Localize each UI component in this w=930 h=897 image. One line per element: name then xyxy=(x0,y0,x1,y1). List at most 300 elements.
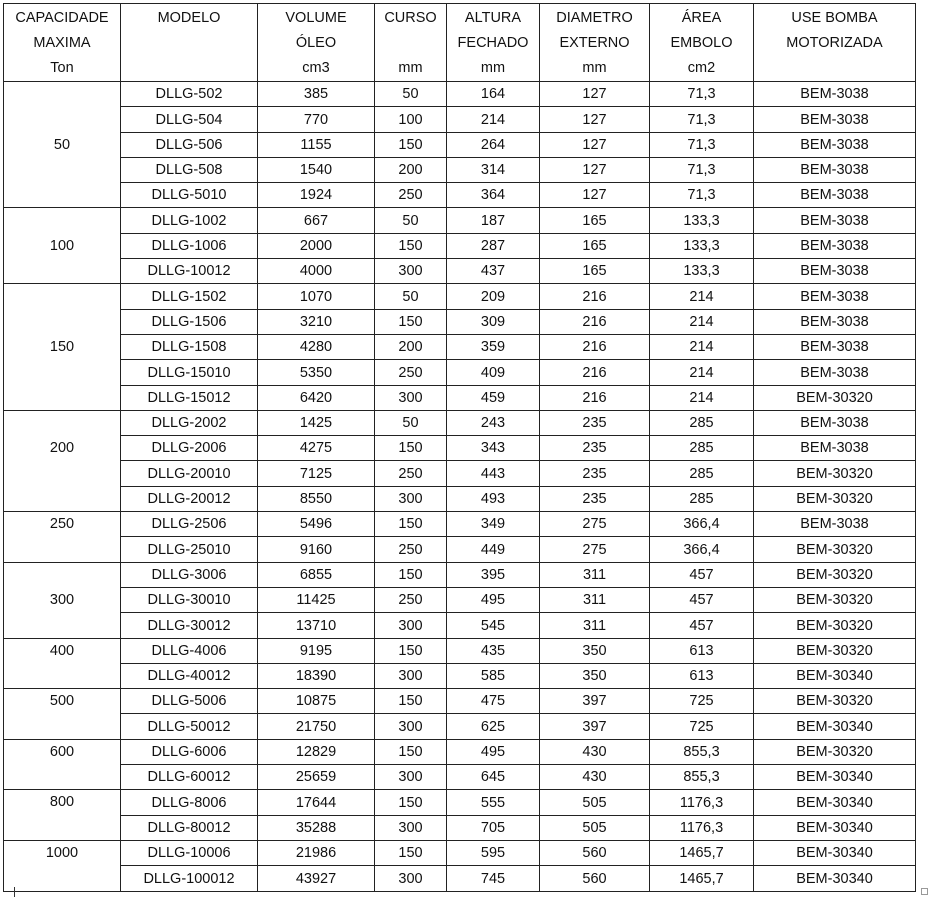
table-row xyxy=(4,537,916,562)
motor-pump-cell: BEM-3038 xyxy=(754,309,916,334)
piston-area-cell: 725 xyxy=(650,714,754,739)
table-row xyxy=(4,183,916,208)
motor-pump-cell: BEM-3038 xyxy=(754,107,916,132)
model-cell: DLLG-10006 xyxy=(121,840,258,865)
motor-pump-cell: BEM-3038 xyxy=(754,436,916,461)
motor-pump-cell: BEM-3038 xyxy=(754,360,916,385)
motor-pump-cell: BEM-30340 xyxy=(754,840,916,865)
stroke-cell: 250 xyxy=(375,461,447,486)
external-diameter-cell: 505 xyxy=(540,815,650,840)
motor-pump-cell: BEM-3038 xyxy=(754,183,916,208)
external-diameter-cell: 127 xyxy=(540,157,650,182)
stroke-cell: 300 xyxy=(375,486,447,511)
table-resize-handle[interactable] xyxy=(921,888,928,895)
piston-area-cell: 366,4 xyxy=(650,537,754,562)
piston-area-cell: 457 xyxy=(650,587,754,612)
piston-area-cell: 613 xyxy=(650,638,754,663)
piston-area-cell: 214 xyxy=(650,385,754,410)
capacity-cell xyxy=(4,208,121,284)
stroke-cell: 50 xyxy=(375,410,447,435)
oil-volume-cell: 21986 xyxy=(258,840,375,865)
motor-pump-cell: BEM-3038 xyxy=(754,208,916,233)
stroke-cell: 150 xyxy=(375,840,447,865)
oil-volume-cell: 4280 xyxy=(258,334,375,359)
external-diameter-cell: 127 xyxy=(540,183,650,208)
stroke-cell: 150 xyxy=(375,638,447,663)
external-diameter-cell: 235 xyxy=(540,410,650,435)
oil-volume-cell: 18390 xyxy=(258,663,375,688)
piston-area-cell: 71,3 xyxy=(650,132,754,157)
capacity-spacer xyxy=(4,82,120,107)
model-cell: DLLG-50012 xyxy=(121,714,258,739)
motor-pump-cell: BEM-3038 xyxy=(754,233,916,258)
motor-pump-cell: BEM-30340 xyxy=(754,815,916,840)
capacity-spacer xyxy=(4,284,120,309)
table-row xyxy=(4,309,916,334)
header-capacity xyxy=(4,4,121,82)
stroke-cell: 250 xyxy=(375,183,447,208)
header-oil-volume-line-3: cm3 xyxy=(302,60,330,76)
piston-area-cell: 457 xyxy=(650,562,754,587)
external-diameter-cell: 235 xyxy=(540,486,650,511)
model-cell: DLLG-508 xyxy=(121,157,258,182)
table-row xyxy=(4,360,916,385)
closed-height-cell: 645 xyxy=(447,765,540,790)
closed-height-cell: 309 xyxy=(447,309,540,334)
header-motor-pump xyxy=(754,4,916,82)
capacity-value: 300 xyxy=(49,591,75,608)
stroke-cell: 150 xyxy=(375,739,447,764)
external-diameter-cell: 430 xyxy=(540,739,650,764)
motor-pump-cell: BEM-30320 xyxy=(754,587,916,612)
header-external-diameter-line-1: DIAMETRO xyxy=(556,10,633,26)
capacity-cell xyxy=(4,82,121,208)
piston-area-cell: 214 xyxy=(650,309,754,334)
piston-area-cell: 214 xyxy=(650,360,754,385)
model-cell: DLLG-3006 xyxy=(121,562,258,587)
external-diameter-cell: 560 xyxy=(540,840,650,865)
motor-pump-cell: BEM-30320 xyxy=(754,537,916,562)
stroke-cell: 300 xyxy=(375,613,447,638)
table-row xyxy=(4,461,916,486)
external-diameter-cell: 311 xyxy=(540,562,650,587)
stroke-cell: 200 xyxy=(375,157,447,182)
closed-height-cell: 745 xyxy=(447,866,540,891)
table-row xyxy=(4,512,916,537)
model-cell: DLLG-40012 xyxy=(121,663,258,688)
motor-pump-cell: BEM-3038 xyxy=(754,334,916,359)
oil-volume-cell: 1924 xyxy=(258,183,375,208)
oil-volume-cell: 6855 xyxy=(258,562,375,587)
motor-pump-cell: BEM-3038 xyxy=(754,512,916,537)
model-cell: DLLG-15010 xyxy=(121,360,258,385)
model-cell: DLLG-4006 xyxy=(121,638,258,663)
closed-height-cell: 243 xyxy=(447,410,540,435)
external-diameter-cell: 216 xyxy=(540,309,650,334)
motor-pump-cell: BEM-30340 xyxy=(754,714,916,739)
model-cell: DLLG-2002 xyxy=(121,410,258,435)
closed-height-cell: 435 xyxy=(447,638,540,663)
oil-volume-cell: 9195 xyxy=(258,638,375,663)
external-diameter-cell: 560 xyxy=(540,866,650,891)
external-diameter-cell: 127 xyxy=(540,107,650,132)
stroke-cell: 300 xyxy=(375,866,447,891)
piston-area-cell: 285 xyxy=(650,486,754,511)
header-piston-area xyxy=(650,4,754,82)
table-row xyxy=(4,208,916,233)
external-diameter-cell: 235 xyxy=(540,436,650,461)
stroke-cell: 300 xyxy=(375,259,447,284)
table-row xyxy=(4,334,916,359)
header-capacity-line-3: Ton xyxy=(50,60,74,76)
table-row xyxy=(4,815,916,840)
motor-pump-cell: BEM-30340 xyxy=(754,663,916,688)
external-diameter-cell: 216 xyxy=(540,334,650,359)
external-diameter-cell: 127 xyxy=(540,82,650,107)
stroke-cell: 300 xyxy=(375,663,447,688)
external-diameter-cell: 216 xyxy=(540,385,650,410)
capacity-value: 800 xyxy=(49,794,75,811)
oil-volume-cell: 6420 xyxy=(258,385,375,410)
model-cell: DLLG-20012 xyxy=(121,486,258,511)
oil-volume-cell: 2000 xyxy=(258,233,375,258)
stroke-cell: 300 xyxy=(375,815,447,840)
motor-pump-cell: BEM-3038 xyxy=(754,132,916,157)
header-stroke-line-3: mm xyxy=(398,60,423,76)
table-row xyxy=(4,385,916,410)
header-motor-pump-line-2: MOTORIZADA xyxy=(786,35,883,51)
motor-pump-cell: BEM-30320 xyxy=(754,638,916,663)
closed-height-cell: 164 xyxy=(447,82,540,107)
header-stroke-line-1: CURSO xyxy=(384,10,437,26)
motor-pump-cell: BEM-30320 xyxy=(754,461,916,486)
external-diameter-cell: 127 xyxy=(540,132,650,157)
capacity-value: 250 xyxy=(49,516,75,533)
oil-volume-cell: 4275 xyxy=(258,436,375,461)
external-diameter-cell: 275 xyxy=(540,537,650,562)
header-external-diameter-line-3: mm xyxy=(582,60,607,76)
header-oil-volume-line-2: ÓLEO xyxy=(295,35,337,51)
closed-height-cell: 364 xyxy=(447,183,540,208)
stroke-cell: 50 xyxy=(375,284,447,309)
stroke-cell: 200 xyxy=(375,334,447,359)
oil-volume-cell: 1425 xyxy=(258,410,375,435)
table-row xyxy=(4,436,916,461)
stroke-cell: 150 xyxy=(375,436,447,461)
capacity-value: 150 xyxy=(49,338,75,355)
header-external-diameter-line-2: EXTERNO xyxy=(559,35,630,51)
model-cell: DLLG-2506 xyxy=(121,512,258,537)
piston-area-cell: 855,3 xyxy=(650,739,754,764)
external-diameter-cell: 165 xyxy=(540,208,650,233)
capacity-spacer xyxy=(4,310,120,335)
piston-area-cell: 71,3 xyxy=(650,107,754,132)
header-oil-volume xyxy=(258,4,375,82)
oil-volume-cell: 667 xyxy=(258,208,375,233)
piston-area-cell: 613 xyxy=(650,663,754,688)
oil-volume-cell: 8550 xyxy=(258,486,375,511)
table-row xyxy=(4,82,916,107)
stroke-cell: 50 xyxy=(375,82,447,107)
capacity-cell xyxy=(4,689,121,740)
motor-pump-cell: BEM-30320 xyxy=(754,385,916,410)
capacity-cell xyxy=(4,284,121,410)
header-capacity-line-2: MAXIMA xyxy=(33,35,91,51)
piston-area-cell: 71,3 xyxy=(650,82,754,107)
external-diameter-cell: 235 xyxy=(540,461,650,486)
model-cell: DLLG-506 xyxy=(121,132,258,157)
external-diameter-cell: 397 xyxy=(540,689,650,714)
table-row xyxy=(4,790,916,815)
piston-area-cell: 133,3 xyxy=(650,259,754,284)
closed-height-cell: 349 xyxy=(447,512,540,537)
table-row xyxy=(4,284,916,309)
closed-height-cell: 287 xyxy=(447,233,540,258)
oil-volume-cell: 770 xyxy=(258,107,375,132)
capacity-value: 100 xyxy=(49,237,75,254)
table-row xyxy=(4,587,916,612)
motor-pump-cell: BEM-30320 xyxy=(754,689,916,714)
table-row xyxy=(4,157,916,182)
stroke-cell: 150 xyxy=(375,689,447,714)
capacity-spacer xyxy=(4,563,120,588)
model-cell: DLLG-60012 xyxy=(121,765,258,790)
external-diameter-cell: 350 xyxy=(540,638,650,663)
closed-height-cell: 264 xyxy=(447,132,540,157)
table-body xyxy=(4,82,916,892)
closed-height-cell: 443 xyxy=(447,461,540,486)
motor-pump-cell: BEM-30320 xyxy=(754,613,916,638)
header-external-diameter xyxy=(540,4,650,82)
stroke-cell: 150 xyxy=(375,512,447,537)
stroke-cell: 300 xyxy=(375,714,447,739)
capacity-value: 600 xyxy=(49,743,75,760)
closed-height-cell: 705 xyxy=(447,815,540,840)
closed-height-cell: 595 xyxy=(447,840,540,865)
capacity-cell xyxy=(4,512,121,563)
capacity-value: 400 xyxy=(49,642,75,659)
motor-pump-cell: BEM-30320 xyxy=(754,486,916,511)
header-model xyxy=(121,4,258,82)
piston-area-cell: 1465,7 xyxy=(650,840,754,865)
table-row xyxy=(4,233,916,258)
piston-area-cell: 457 xyxy=(650,613,754,638)
closed-height-cell: 495 xyxy=(447,739,540,764)
table-row xyxy=(4,739,916,764)
piston-area-cell: 285 xyxy=(650,461,754,486)
header-piston-area-line-2: EMBOLO xyxy=(670,35,733,51)
table-row xyxy=(4,486,916,511)
model-cell: DLLG-1508 xyxy=(121,334,258,359)
table-row xyxy=(4,765,916,790)
table-row xyxy=(4,866,916,891)
external-diameter-cell: 397 xyxy=(540,714,650,739)
motor-pump-cell: BEM-3038 xyxy=(754,157,916,182)
external-diameter-cell: 505 xyxy=(540,790,650,815)
oil-volume-cell: 11425 xyxy=(258,587,375,612)
motor-pump-cell: BEM-3038 xyxy=(754,82,916,107)
oil-volume-cell: 9160 xyxy=(258,537,375,562)
oil-volume-cell: 5350 xyxy=(258,360,375,385)
header-closed-height-line-1: ALTURA xyxy=(464,10,522,26)
table-row xyxy=(4,562,916,587)
model-cell: DLLG-1002 xyxy=(121,208,258,233)
model-cell: DLLG-6006 xyxy=(121,739,258,764)
header-model-line-1: MODELO xyxy=(157,10,221,26)
oil-volume-cell: 1070 xyxy=(258,284,375,309)
external-diameter-cell: 430 xyxy=(540,765,650,790)
capacity-cell xyxy=(4,790,121,841)
oil-volume-cell: 43927 xyxy=(258,866,375,891)
model-cell: DLLG-502 xyxy=(121,82,258,107)
header-motor-pump-line-1: USE BOMBA xyxy=(791,10,878,26)
closed-height-cell: 585 xyxy=(447,663,540,688)
piston-area-cell: 285 xyxy=(650,410,754,435)
stroke-cell: 250 xyxy=(375,360,447,385)
motor-pump-cell: BEM-3038 xyxy=(754,284,916,309)
closed-height-cell: 343 xyxy=(447,436,540,461)
external-diameter-cell: 311 xyxy=(540,587,650,612)
closed-height-cell: 359 xyxy=(447,334,540,359)
stroke-cell: 150 xyxy=(375,309,447,334)
header-closed-height-line-3: mm xyxy=(480,60,506,76)
model-cell: DLLG-15012 xyxy=(121,385,258,410)
table-row xyxy=(4,638,916,663)
oil-volume-cell: 25659 xyxy=(258,765,375,790)
model-cell: DLLG-100012 xyxy=(121,866,258,891)
capacity-value: 50 xyxy=(53,136,71,153)
piston-area-cell: 214 xyxy=(650,334,754,359)
stroke-cell: 150 xyxy=(375,132,447,157)
closed-height-cell: 625 xyxy=(447,714,540,739)
table-row xyxy=(4,663,916,688)
model-cell: DLLG-25010 xyxy=(121,537,258,562)
stroke-cell: 150 xyxy=(375,790,447,815)
piston-area-cell: 366,4 xyxy=(650,512,754,537)
stroke-cell: 300 xyxy=(375,385,447,410)
piston-area-cell: 1465,7 xyxy=(650,866,754,891)
stroke-cell: 50 xyxy=(375,208,447,233)
model-cell: DLLG-1006 xyxy=(121,233,258,258)
stroke-cell: 150 xyxy=(375,233,447,258)
capacity-spacer xyxy=(4,208,120,233)
model-cell: DLLG-1502 xyxy=(121,284,258,309)
external-diameter-cell: 350 xyxy=(540,663,650,688)
oil-volume-cell: 21750 xyxy=(258,714,375,739)
piston-area-cell: 285 xyxy=(650,436,754,461)
closed-height-cell: 459 xyxy=(447,385,540,410)
external-diameter-cell: 275 xyxy=(540,512,650,537)
text-cursor-mark xyxy=(14,887,15,897)
model-cell: DLLG-30010 xyxy=(121,587,258,612)
capacity-spacer xyxy=(4,411,120,436)
stroke-cell: 150 xyxy=(375,562,447,587)
closed-height-cell: 493 xyxy=(447,486,540,511)
hydraulic-cylinder-spec-table xyxy=(3,3,916,892)
motor-pump-cell: BEM-3038 xyxy=(754,410,916,435)
model-cell: DLLG-80012 xyxy=(121,815,258,840)
piston-area-cell: 1176,3 xyxy=(650,815,754,840)
piston-area-cell: 214 xyxy=(650,284,754,309)
closed-height-cell: 555 xyxy=(447,790,540,815)
oil-volume-cell: 385 xyxy=(258,82,375,107)
oil-volume-cell: 35288 xyxy=(258,815,375,840)
closed-height-cell: 314 xyxy=(447,157,540,182)
table-row xyxy=(4,714,916,739)
closed-height-cell: 545 xyxy=(447,613,540,638)
capacity-cell xyxy=(4,562,121,638)
model-cell: DLLG-20010 xyxy=(121,461,258,486)
oil-volume-cell: 5496 xyxy=(258,512,375,537)
table-row xyxy=(4,259,916,284)
piston-area-cell: 1176,3 xyxy=(650,790,754,815)
external-diameter-cell: 165 xyxy=(540,259,650,284)
closed-height-cell: 209 xyxy=(447,284,540,309)
external-diameter-cell: 165 xyxy=(540,233,650,258)
table-row xyxy=(4,107,916,132)
closed-height-cell: 495 xyxy=(447,587,540,612)
external-diameter-cell: 216 xyxy=(540,360,650,385)
piston-area-cell: 855,3 xyxy=(650,765,754,790)
capacity-cell xyxy=(4,638,121,689)
model-cell: DLLG-10012 xyxy=(121,259,258,284)
oil-volume-cell: 1155 xyxy=(258,132,375,157)
closed-height-cell: 187 xyxy=(447,208,540,233)
external-diameter-cell: 311 xyxy=(540,613,650,638)
closed-height-cell: 437 xyxy=(447,259,540,284)
stroke-cell: 100 xyxy=(375,107,447,132)
oil-volume-cell: 7125 xyxy=(258,461,375,486)
model-cell: DLLG-5006 xyxy=(121,689,258,714)
capacity-value: 200 xyxy=(49,440,75,457)
piston-area-cell: 71,3 xyxy=(650,157,754,182)
closed-height-cell: 449 xyxy=(447,537,540,562)
header-oil-volume-line-1: VOLUME xyxy=(285,10,347,26)
model-cell: DLLG-8006 xyxy=(121,790,258,815)
capacity-cell xyxy=(4,739,121,790)
closed-height-cell: 395 xyxy=(447,562,540,587)
piston-area-cell: 133,3 xyxy=(650,208,754,233)
external-diameter-cell: 216 xyxy=(540,284,650,309)
table-row xyxy=(4,613,916,638)
header-piston-area-line-3: cm2 xyxy=(687,60,716,76)
table-row xyxy=(4,840,916,865)
header-stroke-line-2 xyxy=(375,31,446,56)
table-row xyxy=(4,410,916,435)
motor-pump-cell: BEM-3038 xyxy=(754,259,916,284)
model-cell: DLLG-5010 xyxy=(121,183,258,208)
header-closed-height xyxy=(447,4,540,82)
stroke-cell: 250 xyxy=(375,537,447,562)
oil-volume-cell: 13710 xyxy=(258,613,375,638)
closed-height-cell: 475 xyxy=(447,689,540,714)
motor-pump-cell: BEM-30340 xyxy=(754,866,916,891)
motor-pump-cell: BEM-30340 xyxy=(754,790,916,815)
header-piston-area-line-1: ÁREA xyxy=(681,10,722,26)
oil-volume-cell: 3210 xyxy=(258,309,375,334)
piston-area-cell: 133,3 xyxy=(650,233,754,258)
capacity-value: 500 xyxy=(49,693,75,710)
stroke-cell: 300 xyxy=(375,765,447,790)
motor-pump-cell: BEM-30320 xyxy=(754,739,916,764)
model-cell: DLLG-30012 xyxy=(121,613,258,638)
model-cell: DLLG-504 xyxy=(121,107,258,132)
closed-height-cell: 409 xyxy=(447,360,540,385)
header-row xyxy=(4,4,916,82)
stroke-cell: 250 xyxy=(375,587,447,612)
capacity-cell xyxy=(4,410,121,511)
table-row xyxy=(4,689,916,714)
